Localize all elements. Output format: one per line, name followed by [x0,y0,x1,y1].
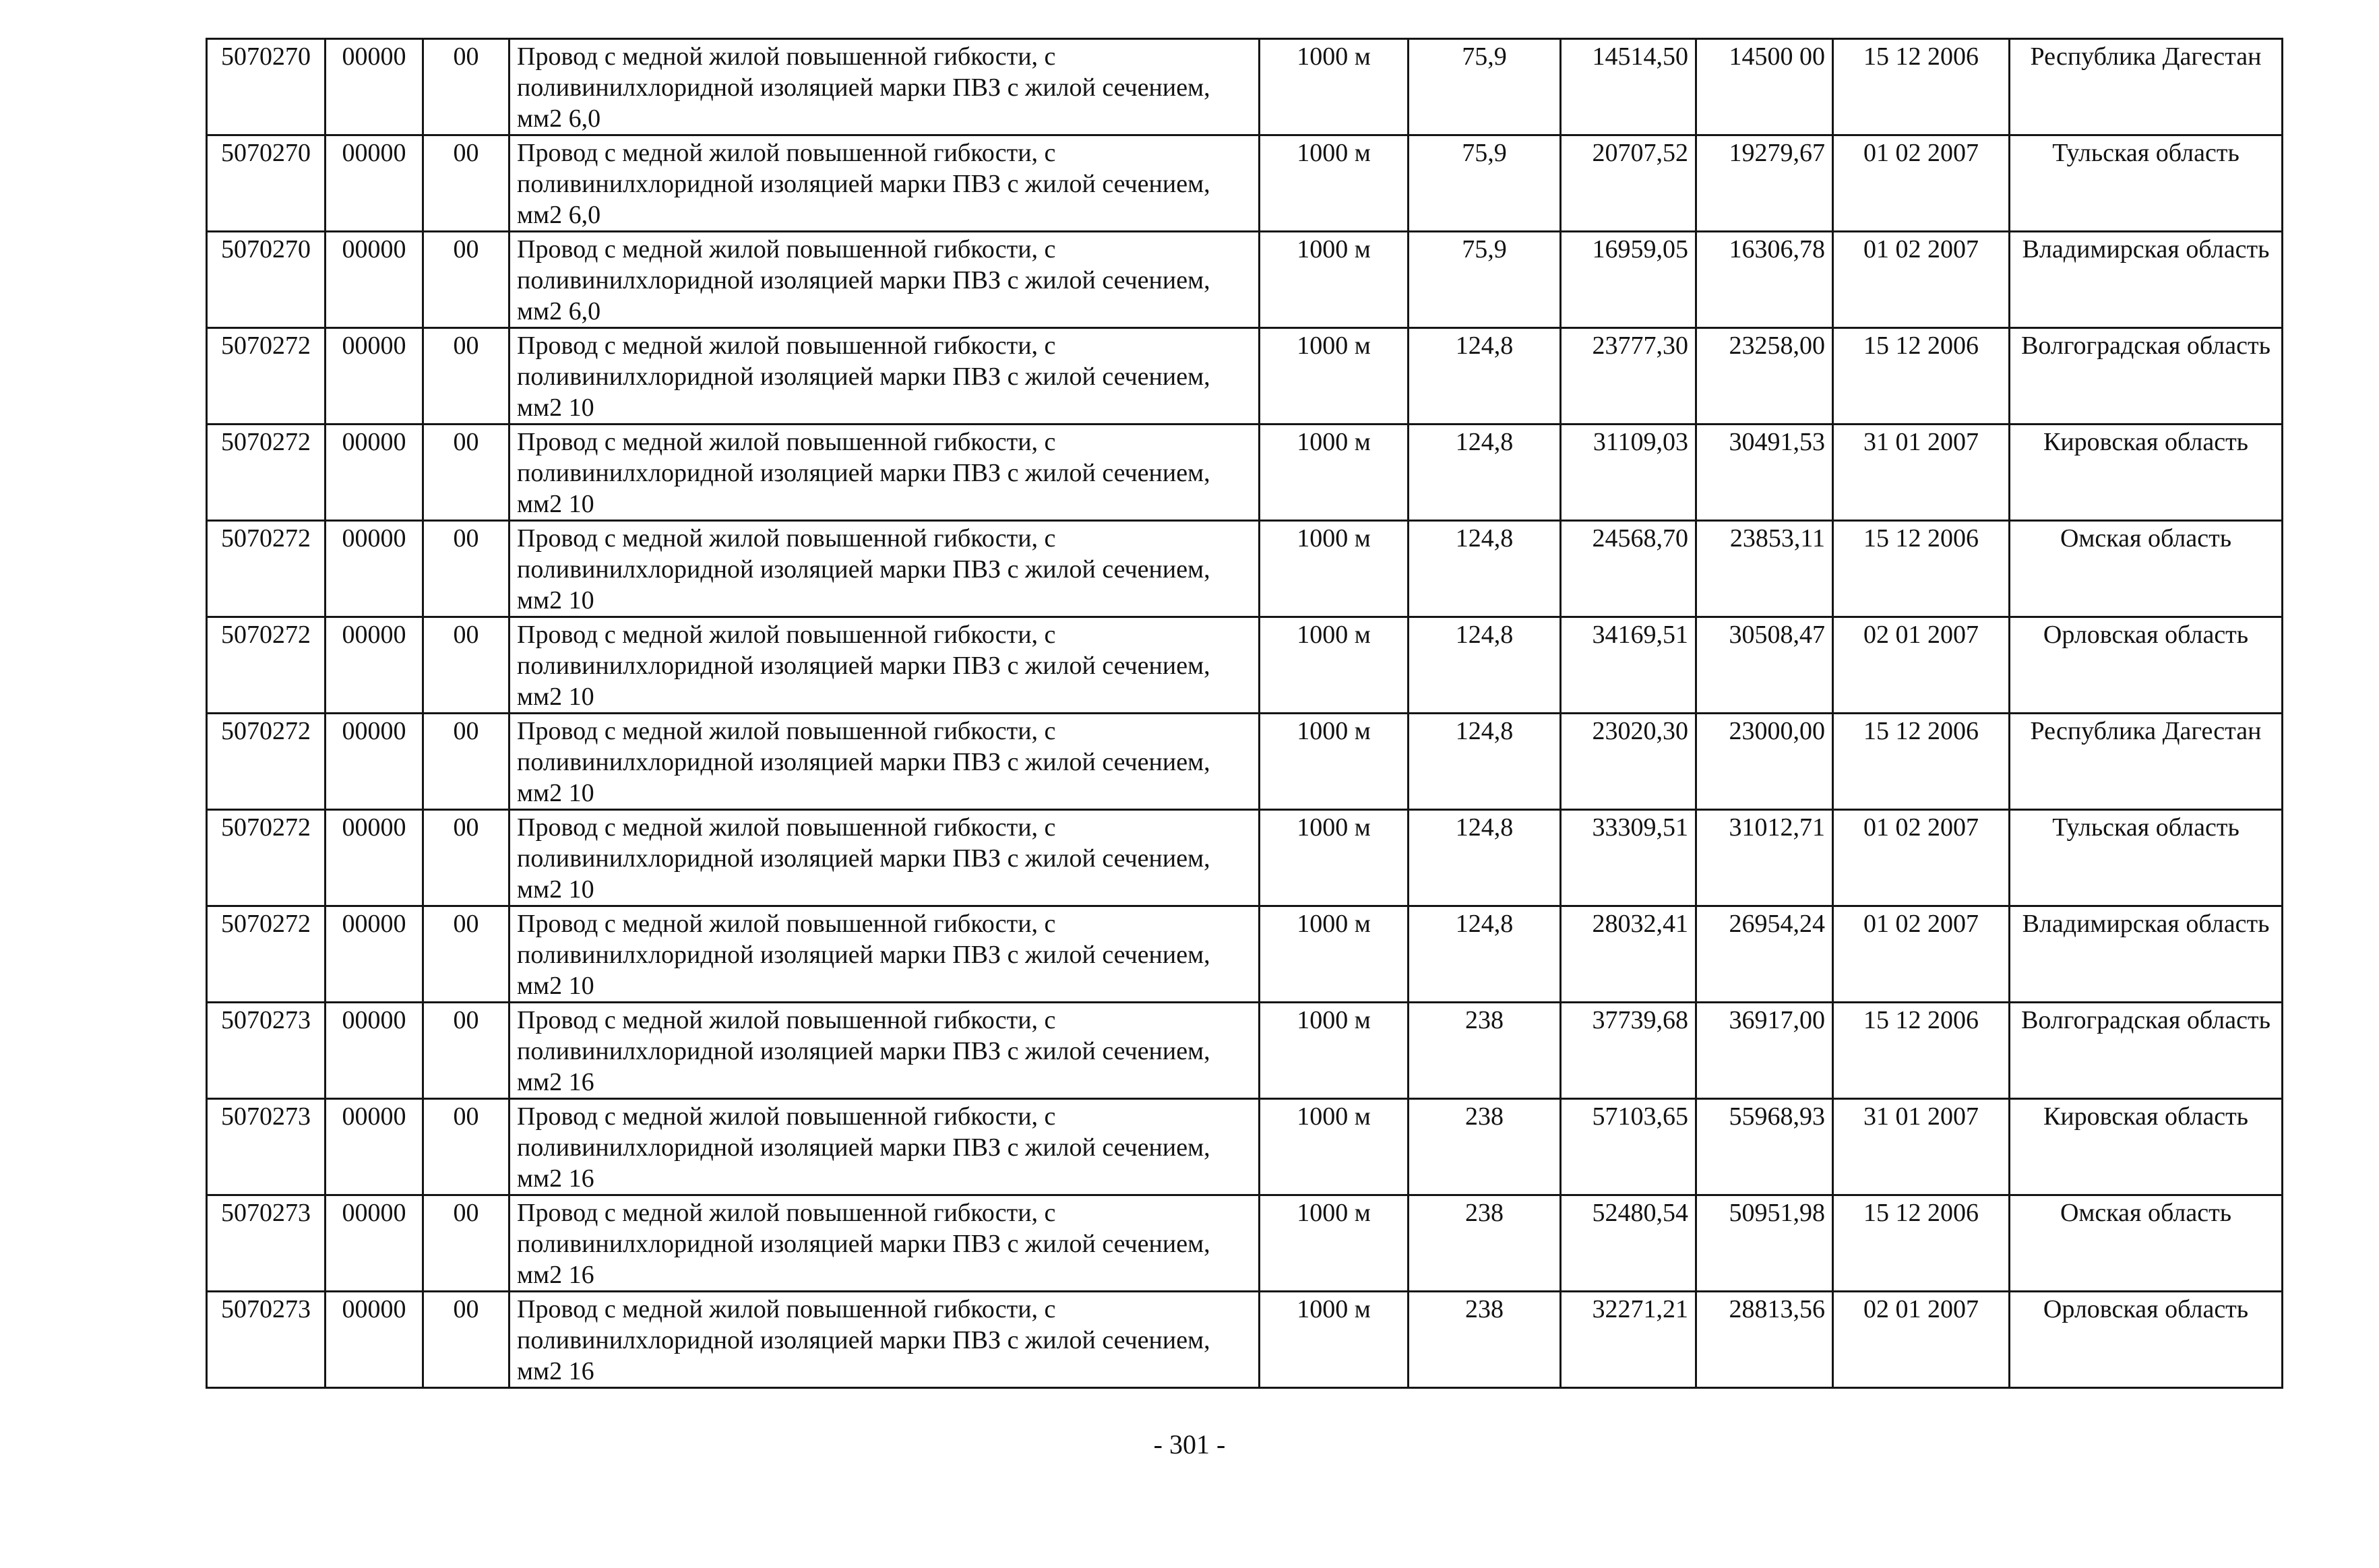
cell-price-without-vat: 23258,00 [1696,328,1833,425]
cell-unit: 1000 м [1260,714,1409,810]
table-row [207,714,2283,810]
cell-unit: 1000 м [1260,617,1409,714]
cell-region: Омская область [2010,1195,2283,1292]
cell-unit: 1000 м [1260,39,1409,135]
cell-subcode: 00000 [326,135,423,232]
cell-region: Владимирская область [2010,232,2283,328]
table-row [207,906,2283,1003]
cell-base-price: 75,9 [1409,39,1561,135]
table-row [207,135,2283,232]
cell-subcode: 00000 [326,328,423,425]
cell-price-with-vat: 31109,03 [1561,425,1696,521]
cell-code: 5070273 [207,1099,326,1195]
cell-price-with-vat: 37739,68 [1561,1003,1696,1099]
cell-description: Провод с медной жилой повышенной гибкости, с поливинилхлоридной изоляцией марки ПВЗ с жилой сечением, мм2 16 [509,1292,1260,1388]
cell-price-with-vat: 52480,54 [1561,1195,1696,1292]
cell-code: 5070273 [207,1195,326,1292]
cell-region: Омская область [2010,521,2283,617]
cell-group: 00 [423,328,509,425]
cell-price-with-vat: 24568,70 [1561,521,1696,617]
cell-description: Провод с медной жилой повышенной гибкости, с поливинилхлоридной изоляцией марки ПВЗ с жилой сечением, мм2 10 [509,328,1260,425]
cell-price-with-vat: 34169,51 [1561,617,1696,714]
cell-region: Тульская область [2010,135,2283,232]
cell-description: Провод с медной жилой повышенной гибкости, с поливинилхлоридной изоляцией марки ПВЗ с жилой сечением, мм2 6,0 [509,39,1260,135]
cell-subcode: 00000 [326,810,423,906]
cell-base-price: 238 [1409,1099,1561,1195]
cell-price-without-vat: 23000,00 [1696,714,1833,810]
cell-date: 01 02 2007 [1833,810,2010,906]
cell-price-without-vat: 55968,93 [1696,1099,1833,1195]
cell-price-with-vat: 28032,41 [1561,906,1696,1003]
cell-description: Провод с медной жилой повышенной гибкости, с поливинилхлоридной изоляцией марки ПВЗ с жилой сечением, мм2 6,0 [509,232,1260,328]
cell-price-without-vat: 28813,56 [1696,1292,1833,1388]
cell-code: 5070270 [207,39,326,135]
cell-subcode: 00000 [326,1195,423,1292]
cell-price-without-vat: 50951,98 [1696,1195,1833,1292]
cell-date: 15 12 2006 [1833,328,2010,425]
cell-code: 5070272 [207,810,326,906]
table-row [207,425,2283,521]
cell-group: 00 [423,714,509,810]
cell-code: 5070272 [207,906,326,1003]
cell-base-price: 124,8 [1409,328,1561,425]
cell-date: 01 02 2007 [1833,906,2010,1003]
table-body [207,39,2283,1388]
cell-base-price: 124,8 [1409,906,1561,1003]
cell-subcode: 00000 [326,617,423,714]
cell-group: 00 [423,39,509,135]
cell-base-price: 238 [1409,1195,1561,1292]
cell-code: 5070272 [207,328,326,425]
cell-price-with-vat: 16959,05 [1561,232,1696,328]
cell-group: 00 [423,906,509,1003]
cell-base-price: 238 [1409,1292,1561,1388]
cell-unit: 1000 м [1260,1195,1409,1292]
cell-subcode: 00000 [326,714,423,810]
cell-date: 01 02 2007 [1833,135,2010,232]
cell-subcode: 00000 [326,425,423,521]
cell-description: Провод с медной жилой повышенной гибкости, с поливинилхлоридной изоляцией марки ПВЗ с жилой сечением, мм2 10 [509,906,1260,1003]
cell-unit: 1000 м [1260,328,1409,425]
cell-region: Владимирская область [2010,906,2283,1003]
cell-price-without-vat: 14500 00 [1696,39,1833,135]
table-row [207,328,2283,425]
cell-region: Орловская область [2010,617,2283,714]
cell-price-without-vat: 19279,67 [1696,135,1833,232]
cell-base-price: 238 [1409,1003,1561,1099]
price-table [206,38,2283,1389]
cell-unit: 1000 м [1260,1292,1409,1388]
cell-group: 00 [423,1003,509,1099]
cell-unit: 1000 м [1260,810,1409,906]
cell-base-price: 124,8 [1409,714,1561,810]
cell-price-with-vat: 32271,21 [1561,1292,1696,1388]
cell-unit: 1000 м [1260,1099,1409,1195]
cell-subcode: 00000 [326,1003,423,1099]
cell-group: 00 [423,1099,509,1195]
cell-region: Волгоградская область [2010,1003,2283,1099]
table-row [207,1003,2283,1099]
cell-date: 15 12 2006 [1833,39,2010,135]
cell-description: Провод с медной жилой повышенной гибкости, с поливинилхлоридной изоляцией марки ПВЗ с жилой сечением, мм2 16 [509,1003,1260,1099]
cell-subcode: 00000 [326,39,423,135]
cell-date: 15 12 2006 [1833,1003,2010,1099]
cell-subcode: 00000 [326,232,423,328]
cell-unit: 1000 м [1260,232,1409,328]
table-row [207,810,2283,906]
cell-date: 01 02 2007 [1833,232,2010,328]
cell-price-without-vat: 30491,53 [1696,425,1833,521]
cell-price-with-vat: 14514,50 [1561,39,1696,135]
cell-region: Тульская область [2010,810,2283,906]
cell-unit: 1000 м [1260,425,1409,521]
cell-price-with-vat: 20707,52 [1561,135,1696,232]
cell-price-without-vat: 36917,00 [1696,1003,1833,1099]
cell-price-without-vat: 16306,78 [1696,232,1833,328]
cell-unit: 1000 м [1260,521,1409,617]
table-row [207,39,2283,135]
cell-description: Провод с медной жилой повышенной гибкости, с поливинилхлоридной изоляцией марки ПВЗ с жилой сечением, мм2 16 [509,1195,1260,1292]
cell-code: 5070270 [207,232,326,328]
cell-description: Провод с медной жилой повышенной гибкости, с поливинилхлоридной изоляцией марки ПВЗ с жилой сечением, мм2 10 [509,714,1260,810]
cell-code: 5070272 [207,617,326,714]
cell-date: 02 01 2007 [1833,617,2010,714]
cell-price-with-vat: 23777,30 [1561,328,1696,425]
cell-subcode: 00000 [326,1292,423,1388]
cell-group: 00 [423,521,509,617]
table-row [207,521,2283,617]
page-number: - 301 - [1153,1429,1226,1460]
cell-subcode: 00000 [326,521,423,617]
cell-unit: 1000 м [1260,906,1409,1003]
cell-code: 5070270 [207,135,326,232]
cell-code: 5070272 [207,714,326,810]
cell-region: Волгоградская область [2010,328,2283,425]
cell-subcode: 00000 [326,906,423,1003]
cell-unit: 1000 м [1260,1003,1409,1099]
cell-date: 15 12 2006 [1833,714,2010,810]
cell-date: 31 01 2007 [1833,1099,2010,1195]
cell-region: Республика Дагестан [2010,39,2283,135]
cell-region: Республика Дагестан [2010,714,2283,810]
table-row [207,1099,2283,1195]
cell-group: 00 [423,1195,509,1292]
cell-description: Провод с медной жилой повышенной гибкости, с поливинилхлоридной изоляцией марки ПВЗ с жилой сечением, мм2 16 [509,1099,1260,1195]
cell-unit: 1000 м [1260,135,1409,232]
cell-code: 5070272 [207,425,326,521]
cell-group: 00 [423,617,509,714]
cell-price-without-vat: 31012,71 [1696,810,1833,906]
cell-description: Провод с медной жилой повышенной гибкости, с поливинилхлоридной изоляцией марки ПВЗ с жилой сечением, мм2 6,0 [509,135,1260,232]
cell-group: 00 [423,810,509,906]
cell-description: Провод с медной жилой повышенной гибкости, с поливинилхлоридной изоляцией марки ПВЗ с жилой сечением, мм2 10 [509,617,1260,714]
cell-price-with-vat: 57103,65 [1561,1099,1696,1195]
cell-date: 31 01 2007 [1833,425,2010,521]
table-row [207,1292,2283,1388]
cell-date: 02 01 2007 [1833,1292,2010,1388]
cell-description: Провод с медной жилой повышенной гибкости, с поливинилхлоридной изоляцией марки ПВЗ с жилой сечением, мм2 10 [509,521,1260,617]
cell-region: Кировская область [2010,425,2283,521]
cell-group: 00 [423,135,509,232]
cell-code: 5070272 [207,521,326,617]
cell-date: 15 12 2006 [1833,1195,2010,1292]
cell-code: 5070273 [207,1292,326,1388]
cell-price-with-vat: 33309,51 [1561,810,1696,906]
table-row [207,617,2283,714]
cell-base-price: 124,8 [1409,521,1561,617]
cell-description: Провод с медной жилой повышенной гибкости, с поливинилхлоридной изоляцией марки ПВЗ с жилой сечением, мм2 10 [509,425,1260,521]
cell-base-price: 75,9 [1409,135,1561,232]
cell-price-without-vat: 30508,47 [1696,617,1833,714]
cell-price-with-vat: 23020,30 [1561,714,1696,810]
table-row [207,232,2283,328]
cell-base-price: 124,8 [1409,425,1561,521]
cell-region: Кировская область [2010,1099,2283,1195]
cell-code: 5070273 [207,1003,326,1099]
cell-base-price: 75,9 [1409,232,1561,328]
cell-price-without-vat: 26954,24 [1696,906,1833,1003]
cell-subcode: 00000 [326,1099,423,1195]
cell-group: 00 [423,232,509,328]
cell-region: Орловская область [2010,1292,2283,1388]
cell-date: 15 12 2006 [1833,521,2010,617]
cell-base-price: 124,8 [1409,810,1561,906]
cell-price-without-vat: 23853,11 [1696,521,1833,617]
cell-group: 00 [423,1292,509,1388]
cell-base-price: 124,8 [1409,617,1561,714]
cell-description: Провод с медной жилой повышенной гибкости, с поливинилхлоридной изоляцией марки ПВЗ с жилой сечением, мм2 10 [509,810,1260,906]
table-row [207,1195,2283,1292]
cell-group: 00 [423,425,509,521]
